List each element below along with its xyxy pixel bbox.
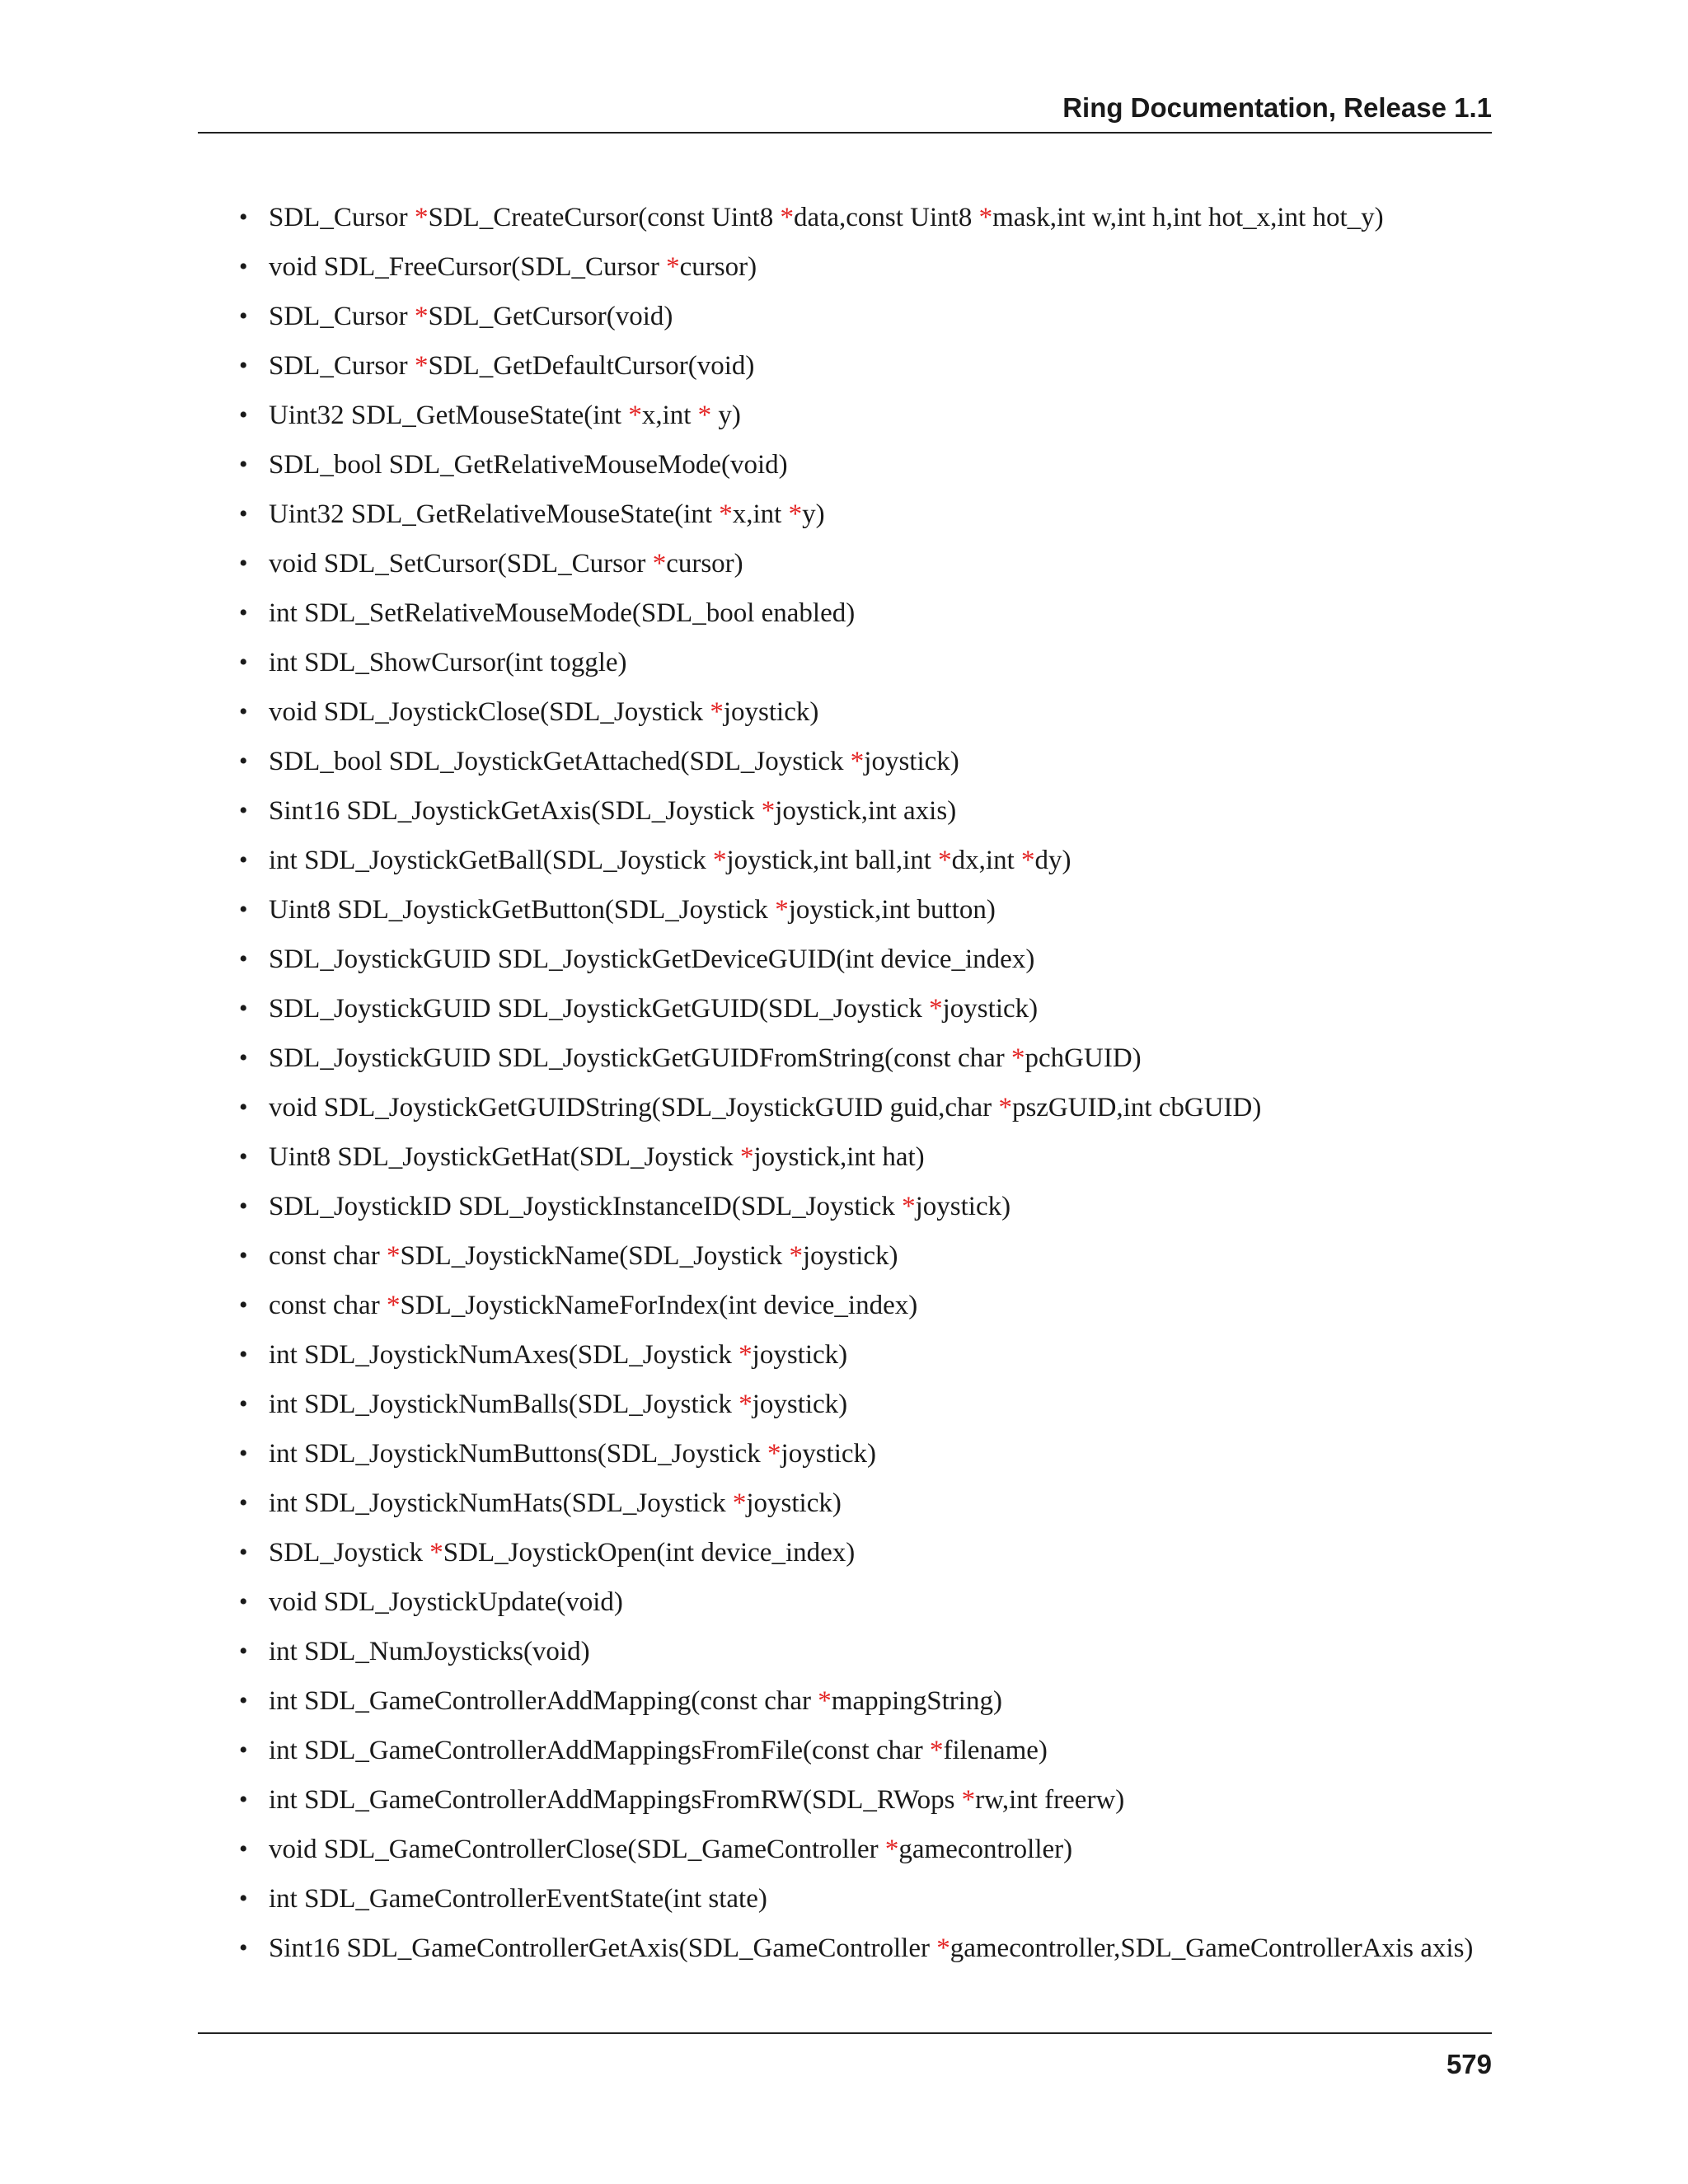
bullet-icon: • — [239, 451, 248, 478]
list-item — [237, 1877, 1507, 1927]
bullet-icon: • — [239, 599, 248, 626]
bullet-icon: • — [239, 1638, 248, 1665]
list-item — [237, 344, 1507, 394]
bullet-icon: • — [239, 1044, 248, 1071]
list-item — [237, 1185, 1507, 1235]
bullet-icon: • — [239, 1489, 248, 1516]
function-signature: SDL_JoystickGUID SDL_JoystickGetGUIDFromString(const char *pchGUID) — [269, 1043, 1142, 1073]
list-item — [237, 691, 1507, 740]
bullet-icon: • — [239, 1687, 248, 1714]
bullet-icon: • — [239, 401, 248, 429]
list-item — [237, 1333, 1507, 1383]
list-item — [237, 1630, 1507, 1680]
list-item — [237, 839, 1507, 888]
function-list — [237, 196, 1507, 1976]
bullet-icon: • — [239, 204, 248, 231]
function-signature: SDL_Cursor *SDL_GetCursor(void) — [269, 302, 673, 331]
bullet-icon: • — [239, 253, 248, 280]
function-signature: Sint16 SDL_JoystickGetAxis(SDL_Joystick *joystick,int axis) — [269, 796, 957, 826]
bullet-icon: • — [239, 1094, 248, 1121]
list-item — [237, 1927, 1507, 1976]
list-item — [237, 1729, 1507, 1779]
page-footer — [198, 2032, 1492, 2079]
list-item — [237, 493, 1507, 542]
list-item — [237, 938, 1507, 987]
list-item — [237, 1828, 1507, 1877]
page-number: 579 — [1446, 2049, 1492, 2079]
function-signature: const char *SDL_JoystickNameForIndex(int device_index) — [269, 1291, 918, 1320]
list-item — [237, 1235, 1507, 1284]
function-signature: SDL_bool SDL_GetRelativeMouseMode(void) — [269, 450, 788, 480]
list-item — [237, 1136, 1507, 1185]
function-signature: SDL_Joystick *SDL_JoystickOpen(int device_index) — [269, 1538, 856, 1568]
list-item — [237, 1037, 1507, 1086]
function-signature: int SDL_GameControllerEventState(int state) — [269, 1884, 767, 1914]
bullet-icon: • — [239, 352, 248, 379]
list-item — [237, 1086, 1507, 1136]
bullet-icon: • — [239, 1885, 248, 1912]
function-signature: Sint16 SDL_GameControllerGetAxis(SDL_GameController *gamecontroller,SDL_GameControllerAxis axis) — [269, 1933, 1474, 1963]
function-signature: int SDL_JoystickNumHats(SDL_Joystick *joystick) — [269, 1488, 842, 1518]
bullet-icon: • — [239, 1539, 248, 1566]
function-signature: int SDL_GameControllerAddMapping(const char *mappingString) — [269, 1686, 1002, 1716]
list-item — [237, 1531, 1507, 1581]
bullet-icon: • — [239, 1440, 248, 1467]
function-signature: Uint8 SDL_JoystickGetButton(SDL_Joystick *joystick,int button) — [269, 895, 996, 925]
function-signature: SDL_Cursor *SDL_CreateCursor(const Uint8 *data,const Uint8 *mask,int w,int h,int hot_x,int hot_y) — [269, 203, 1384, 232]
function-signature: void SDL_FreeCursor(SDL_Cursor *cursor) — [269, 252, 757, 282]
bullet-icon: • — [239, 550, 248, 577]
bullet-icon: • — [239, 797, 248, 824]
bullet-icon: • — [239, 698, 248, 725]
bullet-icon: • — [239, 846, 248, 874]
function-signature: const char *SDL_JoystickName(SDL_Joystick *joystick) — [269, 1241, 898, 1271]
bullet-icon: • — [239, 1934, 248, 1961]
document-title: Ring Documentation, Release 1.1 — [1062, 92, 1492, 123]
function-signature: int SDL_JoystickGetBall(SDL_Joystick *joystick,int ball,int *dx,int *dy) — [269, 846, 1071, 875]
bullet-icon: • — [239, 1588, 248, 1615]
list-item — [237, 888, 1507, 938]
list-item — [237, 1482, 1507, 1531]
function-signature: SDL_Cursor *SDL_GetDefaultCursor(void) — [269, 351, 755, 381]
list-item — [237, 1779, 1507, 1828]
list-item — [237, 641, 1507, 691]
list-item — [237, 295, 1507, 344]
bullet-icon: • — [239, 1736, 248, 1764]
list-item — [237, 1581, 1507, 1630]
bullet-icon: • — [239, 1786, 248, 1813]
list-item — [237, 987, 1507, 1037]
bullet-icon: • — [239, 649, 248, 676]
bullet-icon: • — [239, 1341, 248, 1368]
function-signature: Uint32 SDL_GetMouseState(int *x,int * y) — [269, 401, 741, 430]
bullet-icon: • — [239, 896, 248, 923]
function-signature: Uint8 SDL_JoystickGetHat(SDL_Joystick *joystick,int hat) — [269, 1142, 925, 1172]
function-signature: void SDL_SetCursor(SDL_Cursor *cursor) — [269, 549, 743, 579]
list-item — [237, 394, 1507, 443]
function-signature: int SDL_SetRelativeMouseMode(SDL_bool enabled) — [269, 598, 856, 628]
list-item — [237, 246, 1507, 295]
function-signature: SDL_JoystickID SDL_JoystickInstanceID(SDL_Joystick *joystick) — [269, 1192, 1011, 1221]
list-item — [237, 1383, 1507, 1432]
list-item — [237, 542, 1507, 592]
list-item — [237, 1284, 1507, 1333]
function-signature: SDL_JoystickGUID SDL_JoystickGetGUID(SDL_Joystick *joystick) — [269, 994, 1039, 1024]
bullet-icon: • — [239, 1835, 248, 1863]
list-item — [237, 790, 1507, 839]
function-signature: int SDL_GameControllerAddMappingsFromFile(const char *filename) — [269, 1736, 1048, 1765]
bullet-icon: • — [239, 1291, 248, 1319]
list-item — [237, 443, 1507, 493]
list-item — [237, 1680, 1507, 1729]
function-signature: SDL_bool SDL_JoystickGetAttached(SDL_Joystick *joystick) — [269, 747, 959, 776]
function-signature: int SDL_JoystickNumButtons(SDL_Joystick *joystick) — [269, 1439, 877, 1469]
list-item — [237, 1432, 1507, 1482]
bullet-icon: • — [239, 748, 248, 775]
function-signature: void SDL_JoystickGetGUIDString(SDL_JoystickGUID guid,char *pszGUID,int cbGUID) — [269, 1093, 1262, 1122]
function-signature: int SDL_JoystickNumAxes(SDL_Joystick *joystick) — [269, 1340, 848, 1370]
bullet-icon: • — [239, 1143, 248, 1170]
bullet-icon: • — [239, 1193, 248, 1220]
bullet-icon: • — [239, 945, 248, 972]
bullet-icon: • — [239, 1390, 248, 1418]
list-item — [237, 196, 1507, 246]
bullet-icon: • — [239, 500, 248, 527]
bullet-icon: • — [239, 995, 248, 1022]
bullet-icon: • — [239, 302, 248, 330]
function-signature: int SDL_GameControllerAddMappingsFromRW(SDL_RWops *rw,int freerw) — [269, 1785, 1125, 1815]
function-signature: int SDL_NumJoysticks(void) — [269, 1637, 590, 1666]
function-signature: int SDL_JoystickNumBalls(SDL_Joystick *joystick) — [269, 1390, 848, 1419]
function-signature: Uint32 SDL_GetRelativeMouseState(int *x,int *y) — [269, 499, 825, 529]
bullet-icon: • — [239, 1242, 248, 1269]
list-item — [237, 592, 1507, 641]
function-signature: int SDL_ShowCursor(int toggle) — [269, 648, 627, 677]
function-signature: void SDL_GameControllerClose(SDL_GameController *gamecontroller) — [269, 1835, 1073, 1864]
function-signature: void SDL_JoystickUpdate(void) — [269, 1587, 623, 1617]
function-signature: void SDL_JoystickClose(SDL_Joystick *joystick) — [269, 697, 819, 727]
list-item — [237, 740, 1507, 790]
function-signature: SDL_JoystickGUID SDL_JoystickGetDeviceGUID(int device_index) — [269, 944, 1035, 974]
page-header — [198, 89, 1492, 134]
